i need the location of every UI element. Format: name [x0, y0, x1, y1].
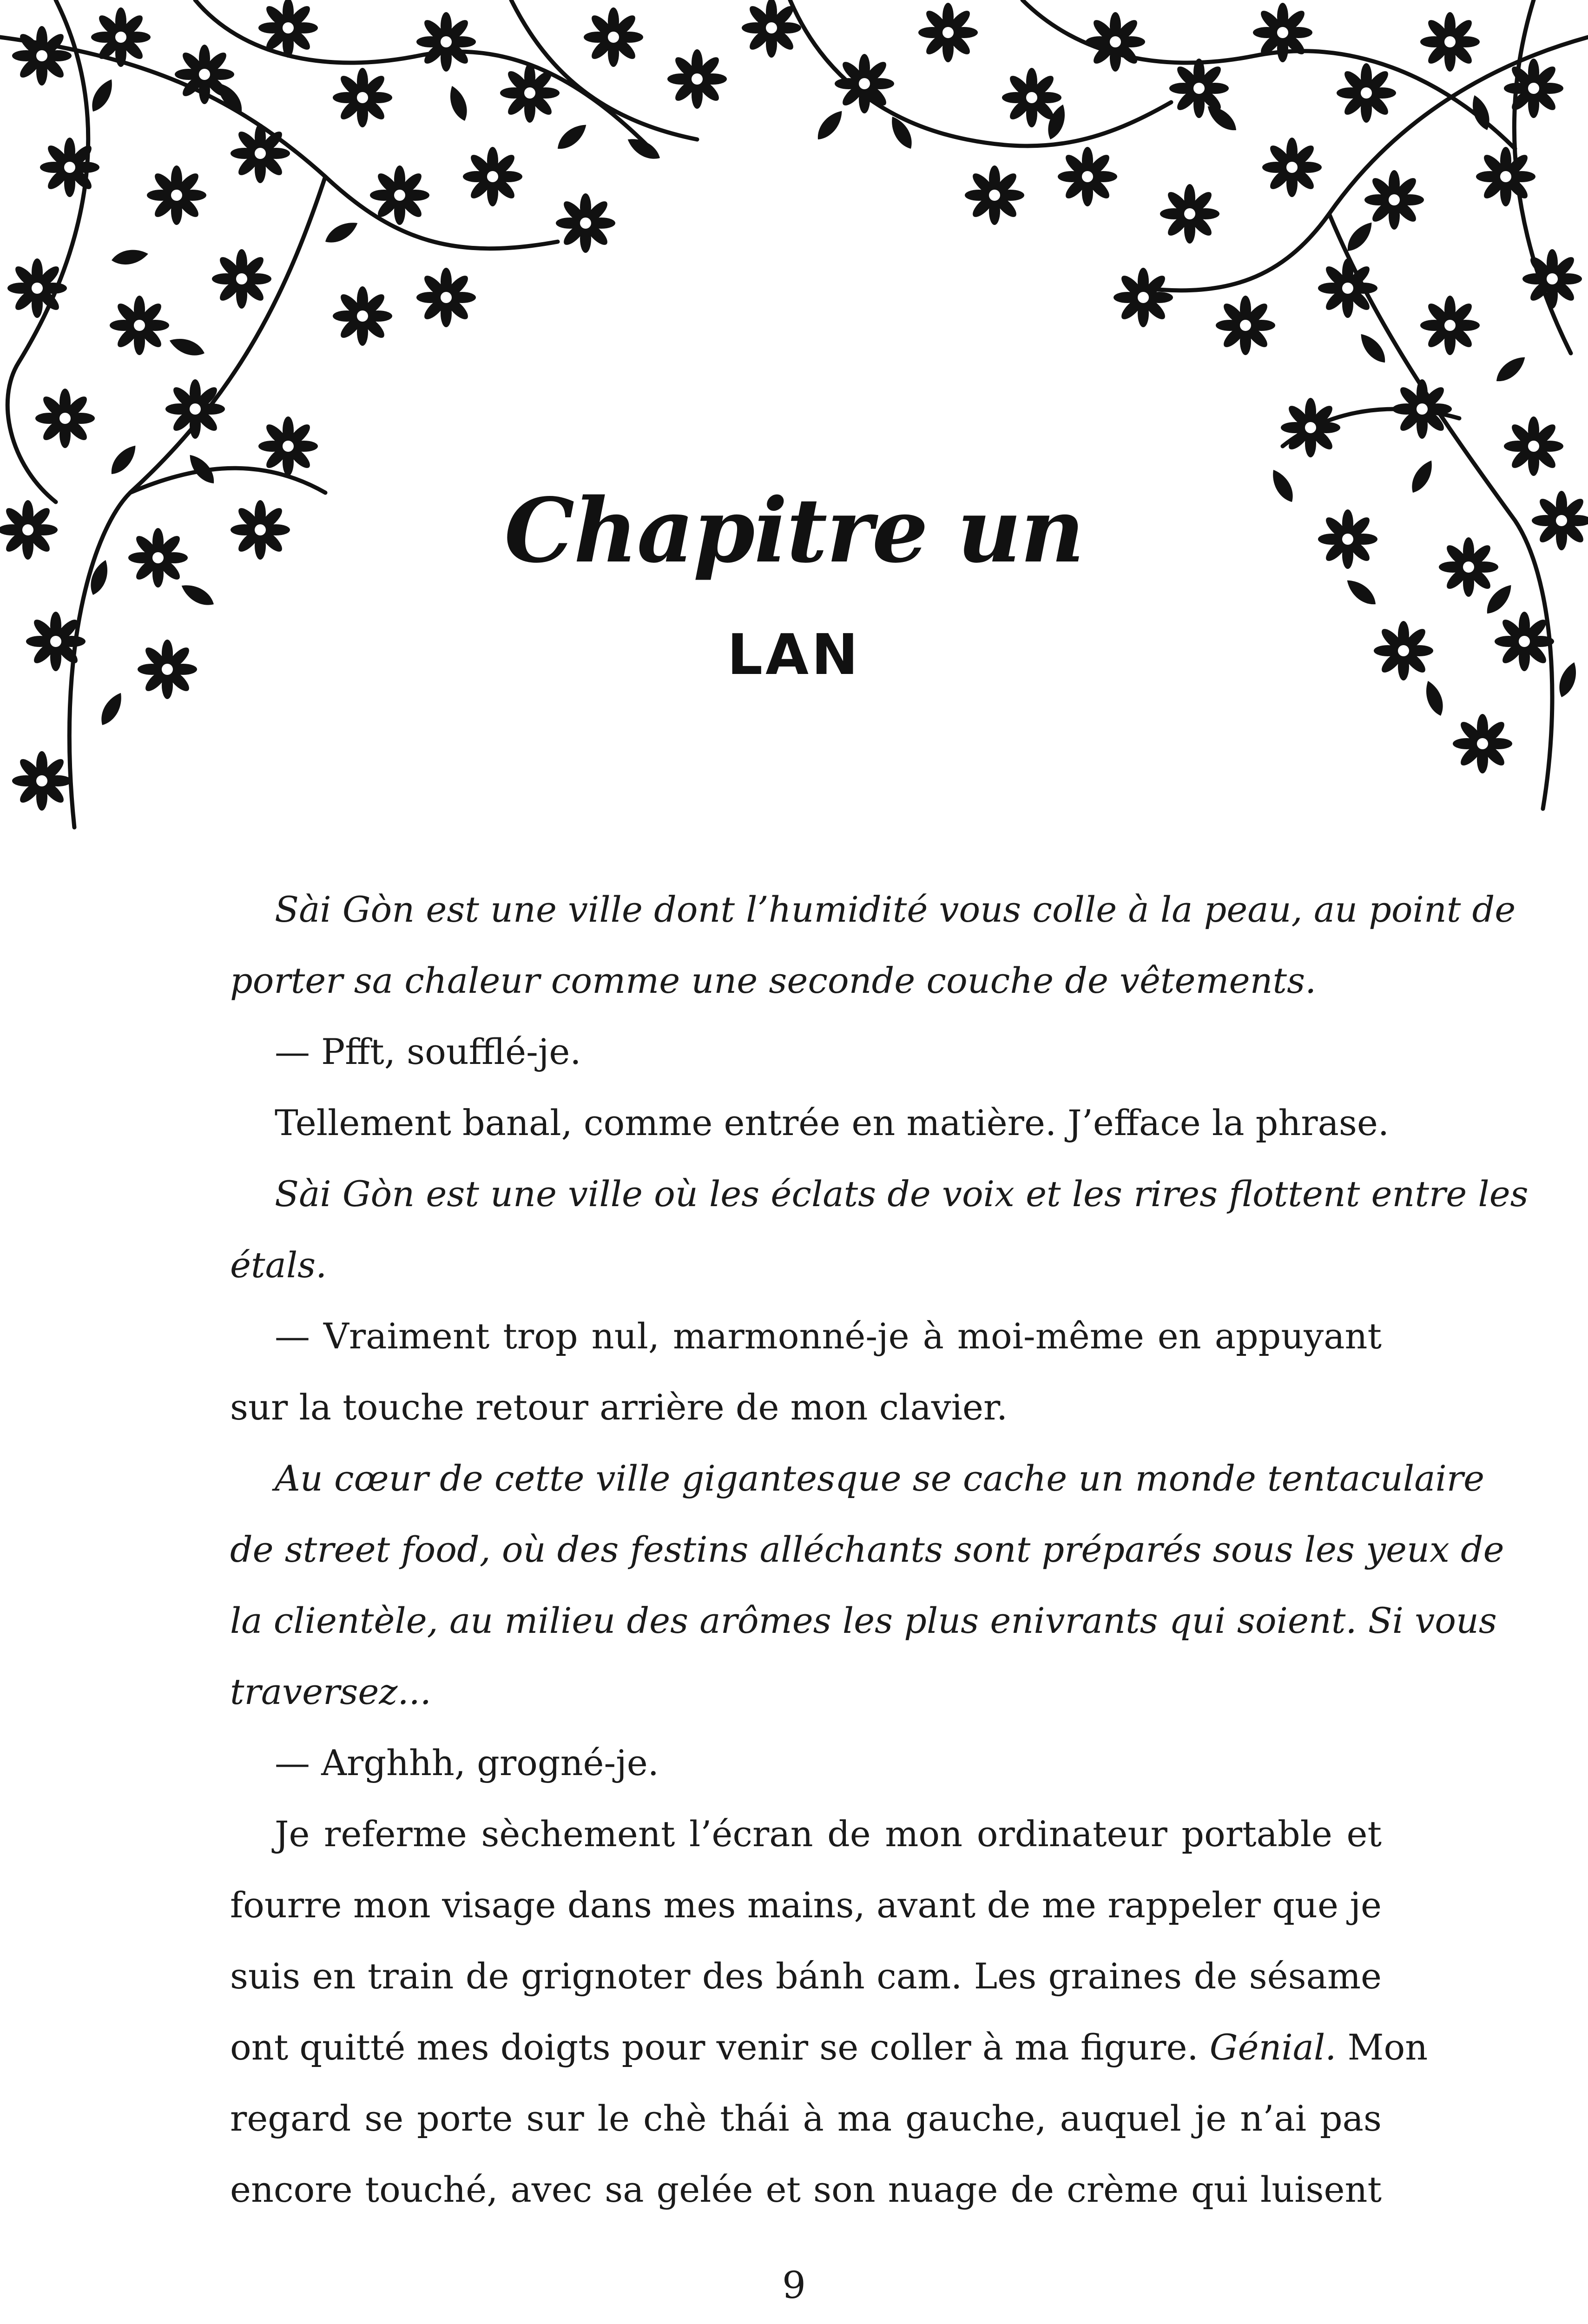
text-line: Sài Gòn est une ville dont l’humidité vous colle à la peau, au point de — [275, 889, 1516, 930]
text-line: la clientèle, au milieu des arômes les plus enivrants qui soient. Si vous — [230, 1600, 1497, 1641]
floral-ornament — [0, 0, 1588, 837]
text-line: suis en train de grignoter des bánh cam. Les graines de sésame — [230, 1955, 1382, 1997]
text-line — [230, 2012, 1428, 2083]
body-text — [230, 874, 1529, 2225]
text-line: de street food, où des festins alléchants sont préparés sous les yeux de — [230, 1529, 1504, 1570]
text-span: ont quitté mes doigts pour venir se coller à ma figure. — [230, 2027, 1210, 2068]
text-line: Je referme sèchement l’écran de mon ordinateur portable et — [275, 1813, 1382, 1855]
text-line: Tellement banal, comme entrée en matière. J’efface la phrase. — [275, 1102, 1390, 1143]
text-line: regard se porte sur le chè thái à ma gauche, auquel je n’ai pas — [230, 2098, 1382, 2139]
text-span: Mon — [1336, 2027, 1428, 2068]
text-line: — Pfft, soufflé-je. — [275, 1031, 581, 1072]
page-number: 9 — [782, 2264, 806, 2307]
text-line: étals. — [230, 1244, 327, 1286]
text-line: traversez... — [230, 1671, 431, 1712]
text-line: Sài Gòn est une ville où les éclats de voix et les rires flottent entre les — [275, 1173, 1529, 1215]
text-line: sur la touche retour arrière de mon clavier. — [230, 1386, 1008, 1428]
text-line: fourre mon visage dans mes mains, avant de me rappeler que je — [230, 1884, 1382, 1926]
text-line: — Vraiment trop nul, marmonné-je à moi-même en appuyant — [275, 1315, 1382, 1357]
text-line: — Arghhh, grogné-je. — [275, 1742, 659, 1783]
text-span: Génial. — [1209, 2027, 1337, 2068]
text-line: porter sa chaleur comme une seconde couche de vêtements. — [230, 960, 1317, 1001]
text-line: Au cœur de cette ville gigantesque se cache un monde tentaculaire — [275, 1458, 1485, 1499]
text-line: encore touché, avec sa gelée et son nuage de crème qui luisent — [230, 2169, 1382, 2210]
chapter-name: LAN — [727, 623, 861, 687]
chapter-title: Chapitre un — [504, 479, 1084, 582]
